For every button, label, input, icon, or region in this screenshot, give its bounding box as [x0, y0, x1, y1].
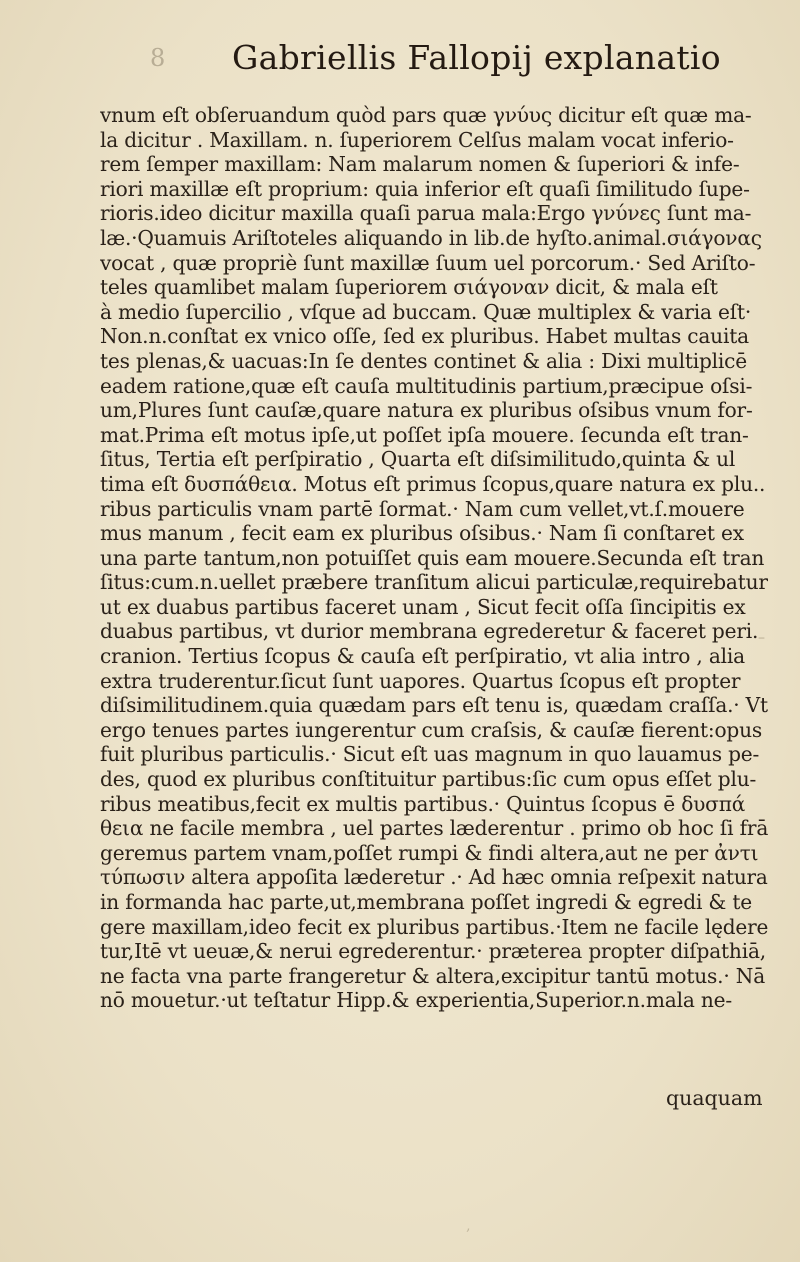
text-line: tur,Itē vt ueuæ,& nerui egrederentur.· præterea propter diſpathiā, — [100, 939, 766, 964]
text-line: τύπωσιν altera appoſita læderetur .· Ad hæc omnia reſpexit natura — [100, 865, 768, 890]
text-line: des, quod ex pluribus conſtituitur partibus:ſic cum opus eſſet plu- — [100, 767, 757, 792]
text-line: teles quamlibet malam ſuperiorem σιάγοναν dicit, & mala eſt — [100, 275, 718, 300]
text-line: rem ſemper maxillam: Nam malarum nomen & ſuperiori & infe- — [100, 152, 740, 177]
text-line: vocat , quæ propriè ſunt maxillæ ſuum uel porcorum.· Sed Ariſto- — [100, 250, 756, 275]
text-line: θεια ne facile membra , uel partes læderentur . primo ob hoc ſi frā — [100, 816, 769, 841]
text-line: rioris.ideo dicitur maxilla quaſi parua mala:Ergo γνύνες ſunt ma- — [100, 201, 752, 226]
text-line: ſitus, Tertia eſt perſpiratio , Quarta eſt diſsimilitudo,quinta & ul — [100, 447, 736, 472]
text-line: duabus partibus, vt durior membrana egrederetur & faceret peri. — [100, 619, 759, 644]
text-line: ut ex duabus partibus faceret unam , Sicut fecit oſſa ſincipitis ex — [100, 594, 746, 619]
text-line: una parte tantum,non potuiſſet quis eam mouere.Secunda eſt tran — [100, 545, 765, 570]
text-line: gere maxillam,ideo fecit ex pluribus partibus.·Item ne facile lędere — [100, 914, 769, 939]
text-line: tes plenas,& uacuas:In ſe dentes continet & alia : Dixi multiplicē — [100, 348, 747, 373]
running-header: Gabriellis Fallopij explanatio — [232, 38, 721, 77]
text-line: vnum eſt obſeruandum quòd pars quæ γνύυς dicitur eſt quæ ma- — [100, 103, 752, 127]
text-line: la dicitur . Maxillam. n. ſuperiorem Celſus malam vocat inferio- — [100, 127, 734, 152]
text-line: ſitus:cum.n.uellet præbere tranſitum alicui particulæ,requirebatur — [100, 570, 768, 595]
text-line: tima eſt δυσπάθεια. Motus eſt primus ſcopus,quare natura ex plu.. — [100, 471, 766, 496]
margin-tick-mark: – — [758, 630, 765, 646]
text-line: diſsimilitudinem.quia quædam pars eſt tenu is, quædam craſſa.· Vt — [100, 693, 768, 718]
body-text — [100, 103, 780, 1013]
text-line: ergo tenues partes iungerentur cum craſsis, & cauſæ fierent:opus — [100, 717, 763, 742]
text-line: ribus meatibus,fecit ex multis partibus.· Quintus ſcopus ē δυσπά — [100, 791, 746, 816]
text-line: læ.·Quamuis Ariſtoteles aliquando in lib.de hyſto.animal.σιάγονας — [100, 225, 762, 250]
page-number: 8 — [150, 44, 167, 72]
text-line: Non.n.conſtat ex vnico oſſe, ſed ex pluribus. Habet multas cauita — [100, 324, 749, 349]
text-line: in formanda hac parte,ut,membrana poſſet ingredi & egredi & te — [100, 890, 752, 914]
text-line: mus manum , fecit eam ex pluribus oſsibus.· Nam ſi conſtaret ex — [100, 521, 744, 546]
text-line: extra truderentur.ſicut ſunt uapores. Quartus ſcopus eſt propter — [100, 668, 741, 693]
text-line: um,Plures ſunt cauſæ,quare natura ex pluribus oſsibus vnum for- — [100, 398, 753, 423]
text-line: à medio ſupercilio , vſque ad buccam. Quæ multiplex & varia eſt· — [100, 299, 752, 324]
text-line: fuit pluribus particulis.· Sicut eſt uas magnum in quo lauamus pe- — [100, 742, 760, 767]
text-line: riori maxillæ eſt proprium: quia inferior eſt quaſi ſimilitudo ſupe- — [100, 176, 750, 201]
text-line: eadem ratione,quæ eſt cauſa multitudinis partium,præcipue oſsi- — [100, 373, 753, 398]
text-line: cranion. Tertius ſcopus & cauſa eſt perſpiratio, vt alia intro , alia — [100, 644, 745, 669]
catchword: quaquam — [666, 1086, 763, 1110]
text-line: ribus particulis vnam partē ſormat.· Nam cum vellet,vt.ſ.mouere — [100, 496, 745, 521]
text-line: mat.Prima eſt motus ipſe,ut poſſet ipſa mouere. ſecunda eſt tran- — [100, 422, 749, 447]
text-line: nō mouetur.·ut teſtatur Hipp.& experientia,Superior.n.mala ne- — [100, 988, 732, 1013]
text-line: geremus partem vnam,poſſet rumpi & findi altera,aut ne per ἀντι — [100, 840, 759, 865]
text-line: ne facta vna parte frangeretur & altera,excipitur tantū motus.· Nā — [100, 963, 766, 988]
bottom-stain-mark: ‚ — [466, 1218, 471, 1234]
